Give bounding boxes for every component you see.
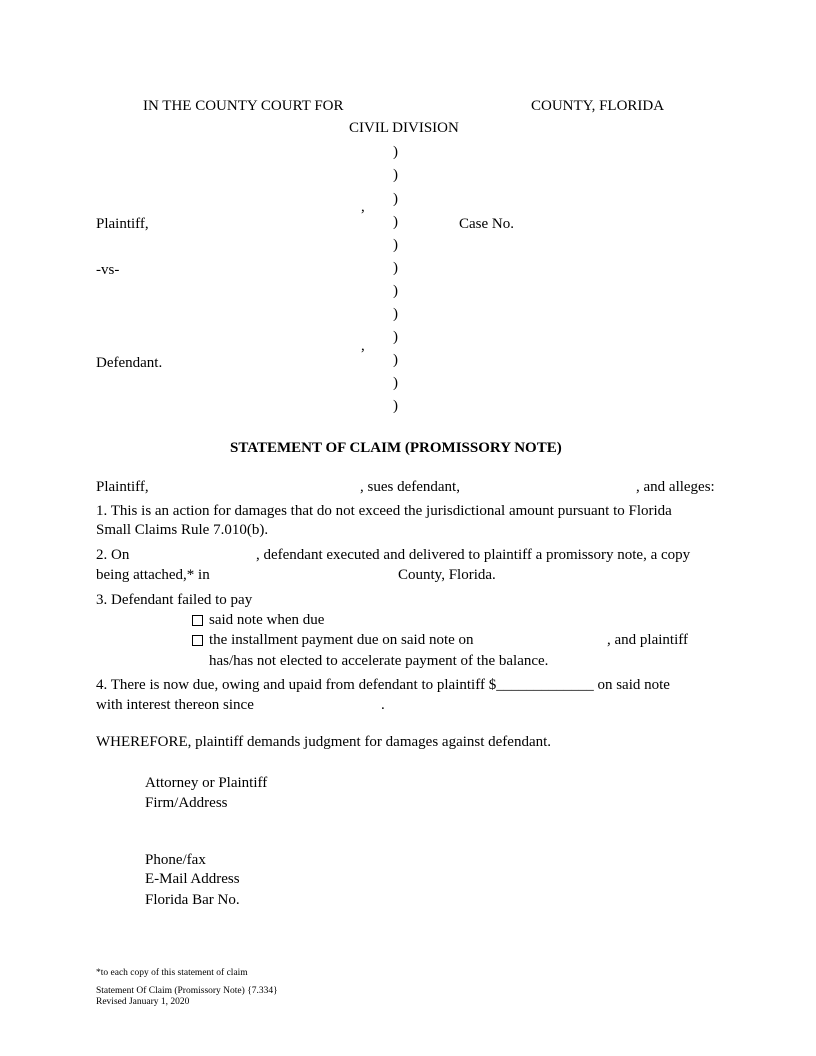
case-no-label: Case No.: [459, 216, 514, 232]
paragraph-3-option-2-start: the installment payment due on said note on: [209, 632, 474, 648]
paragraph-2-rest: , defendant executed and delivered to plaintiff a promissory note, a copy: [256, 547, 691, 563]
checkbox-installment-payment[interactable]: [192, 635, 203, 646]
caption-paren: ): [393, 144, 398, 160]
wherefore-clause: WHEREFORE, plaintiff demands judgment for damages against defendant.: [96, 734, 552, 750]
intro-alleges: , and alleges:: [636, 479, 715, 495]
court-header-right: COUNTY, FLORIDA: [531, 98, 665, 114]
paragraph-4-line-2-start: with interest thereon since: [96, 697, 254, 713]
caption-paren: ): [393, 398, 398, 414]
paragraph-1-line-2: Small Claims Rule 7.010(b).: [96, 522, 269, 538]
defendant-label: Defendant.: [96, 355, 163, 371]
division-header: CIVIL DIVISION: [349, 120, 459, 136]
document-title: STATEMENT OF CLAIM (PROMISSORY NOTE): [230, 440, 562, 456]
caption-paren: ): [393, 283, 398, 299]
vs-label: -vs-: [96, 262, 120, 278]
footer-form-id: Statement Of Claim (Promissory Note) {7.334}: [96, 986, 278, 996]
paragraph-2-on: 2. On: [96, 547, 130, 563]
signature-phone-fax: Phone/fax: [145, 852, 206, 868]
checkbox-said-note-when-due[interactable]: [192, 615, 203, 626]
paragraph-3-option-2-line-2: has/has not elected to accelerate payment of the balance.: [209, 653, 549, 669]
paragraph-2-line-2-end: County, Florida.: [398, 567, 496, 583]
paragraph-4-line-1: [96, 678, 670, 693]
signature-firm-address: Firm/Address: [145, 795, 228, 811]
paragraph-3-option-1: said note when due: [209, 612, 325, 628]
paragraph-4-line-1-end: on said note: [593, 677, 670, 693]
signature-attorney: Attorney or Plaintiff: [145, 775, 268, 791]
signature-email: E-Mail Address: [145, 871, 240, 887]
signature-bar-no: Florida Bar No.: [145, 892, 240, 908]
intro-sues: , sues defendant,: [360, 479, 460, 495]
caption-paren: ): [393, 167, 398, 183]
caption-paren: ): [393, 306, 398, 322]
paragraph-1-line-1: 1. This is an action for damages that do not exceed the jurisdictional amount pursuant to Florida: [96, 503, 672, 519]
plaintiff-name-comma: ,: [361, 199, 365, 215]
caption-paren: ): [393, 237, 398, 253]
paragraph-4-line-2-end: .: [381, 697, 385, 713]
caption-paren: ): [393, 214, 398, 230]
footer-note: *to each copy of this statement of claim: [96, 968, 248, 978]
paragraph-4-line-1-start: 4. There is now due, owing and upaid from defendant to plaintiff $: [96, 677, 497, 693]
footer-revised: Revised January 1, 2020: [96, 997, 190, 1007]
paragraph-3-line-1: 3. Defendant failed to pay: [96, 592, 253, 608]
paragraph-3-option-2-end: , and plaintiff: [607, 632, 688, 648]
caption-paren: ): [393, 260, 398, 276]
caption-paren: ): [393, 191, 398, 207]
intro-plaintiff: Plaintiff,: [96, 479, 149, 495]
defendant-name-comma: ,: [361, 338, 365, 354]
caption-paren: ): [393, 329, 398, 345]
caption-paren: ): [393, 375, 398, 391]
paragraph-2-line-2-start: being attached,* in: [96, 567, 210, 583]
court-header-left: IN THE COUNTY COURT FOR: [143, 98, 344, 114]
amount-due-blank[interactable]: _____________: [496, 677, 594, 693]
caption-paren: ): [393, 352, 398, 368]
plaintiff-label: Plaintiff,: [96, 216, 149, 232]
